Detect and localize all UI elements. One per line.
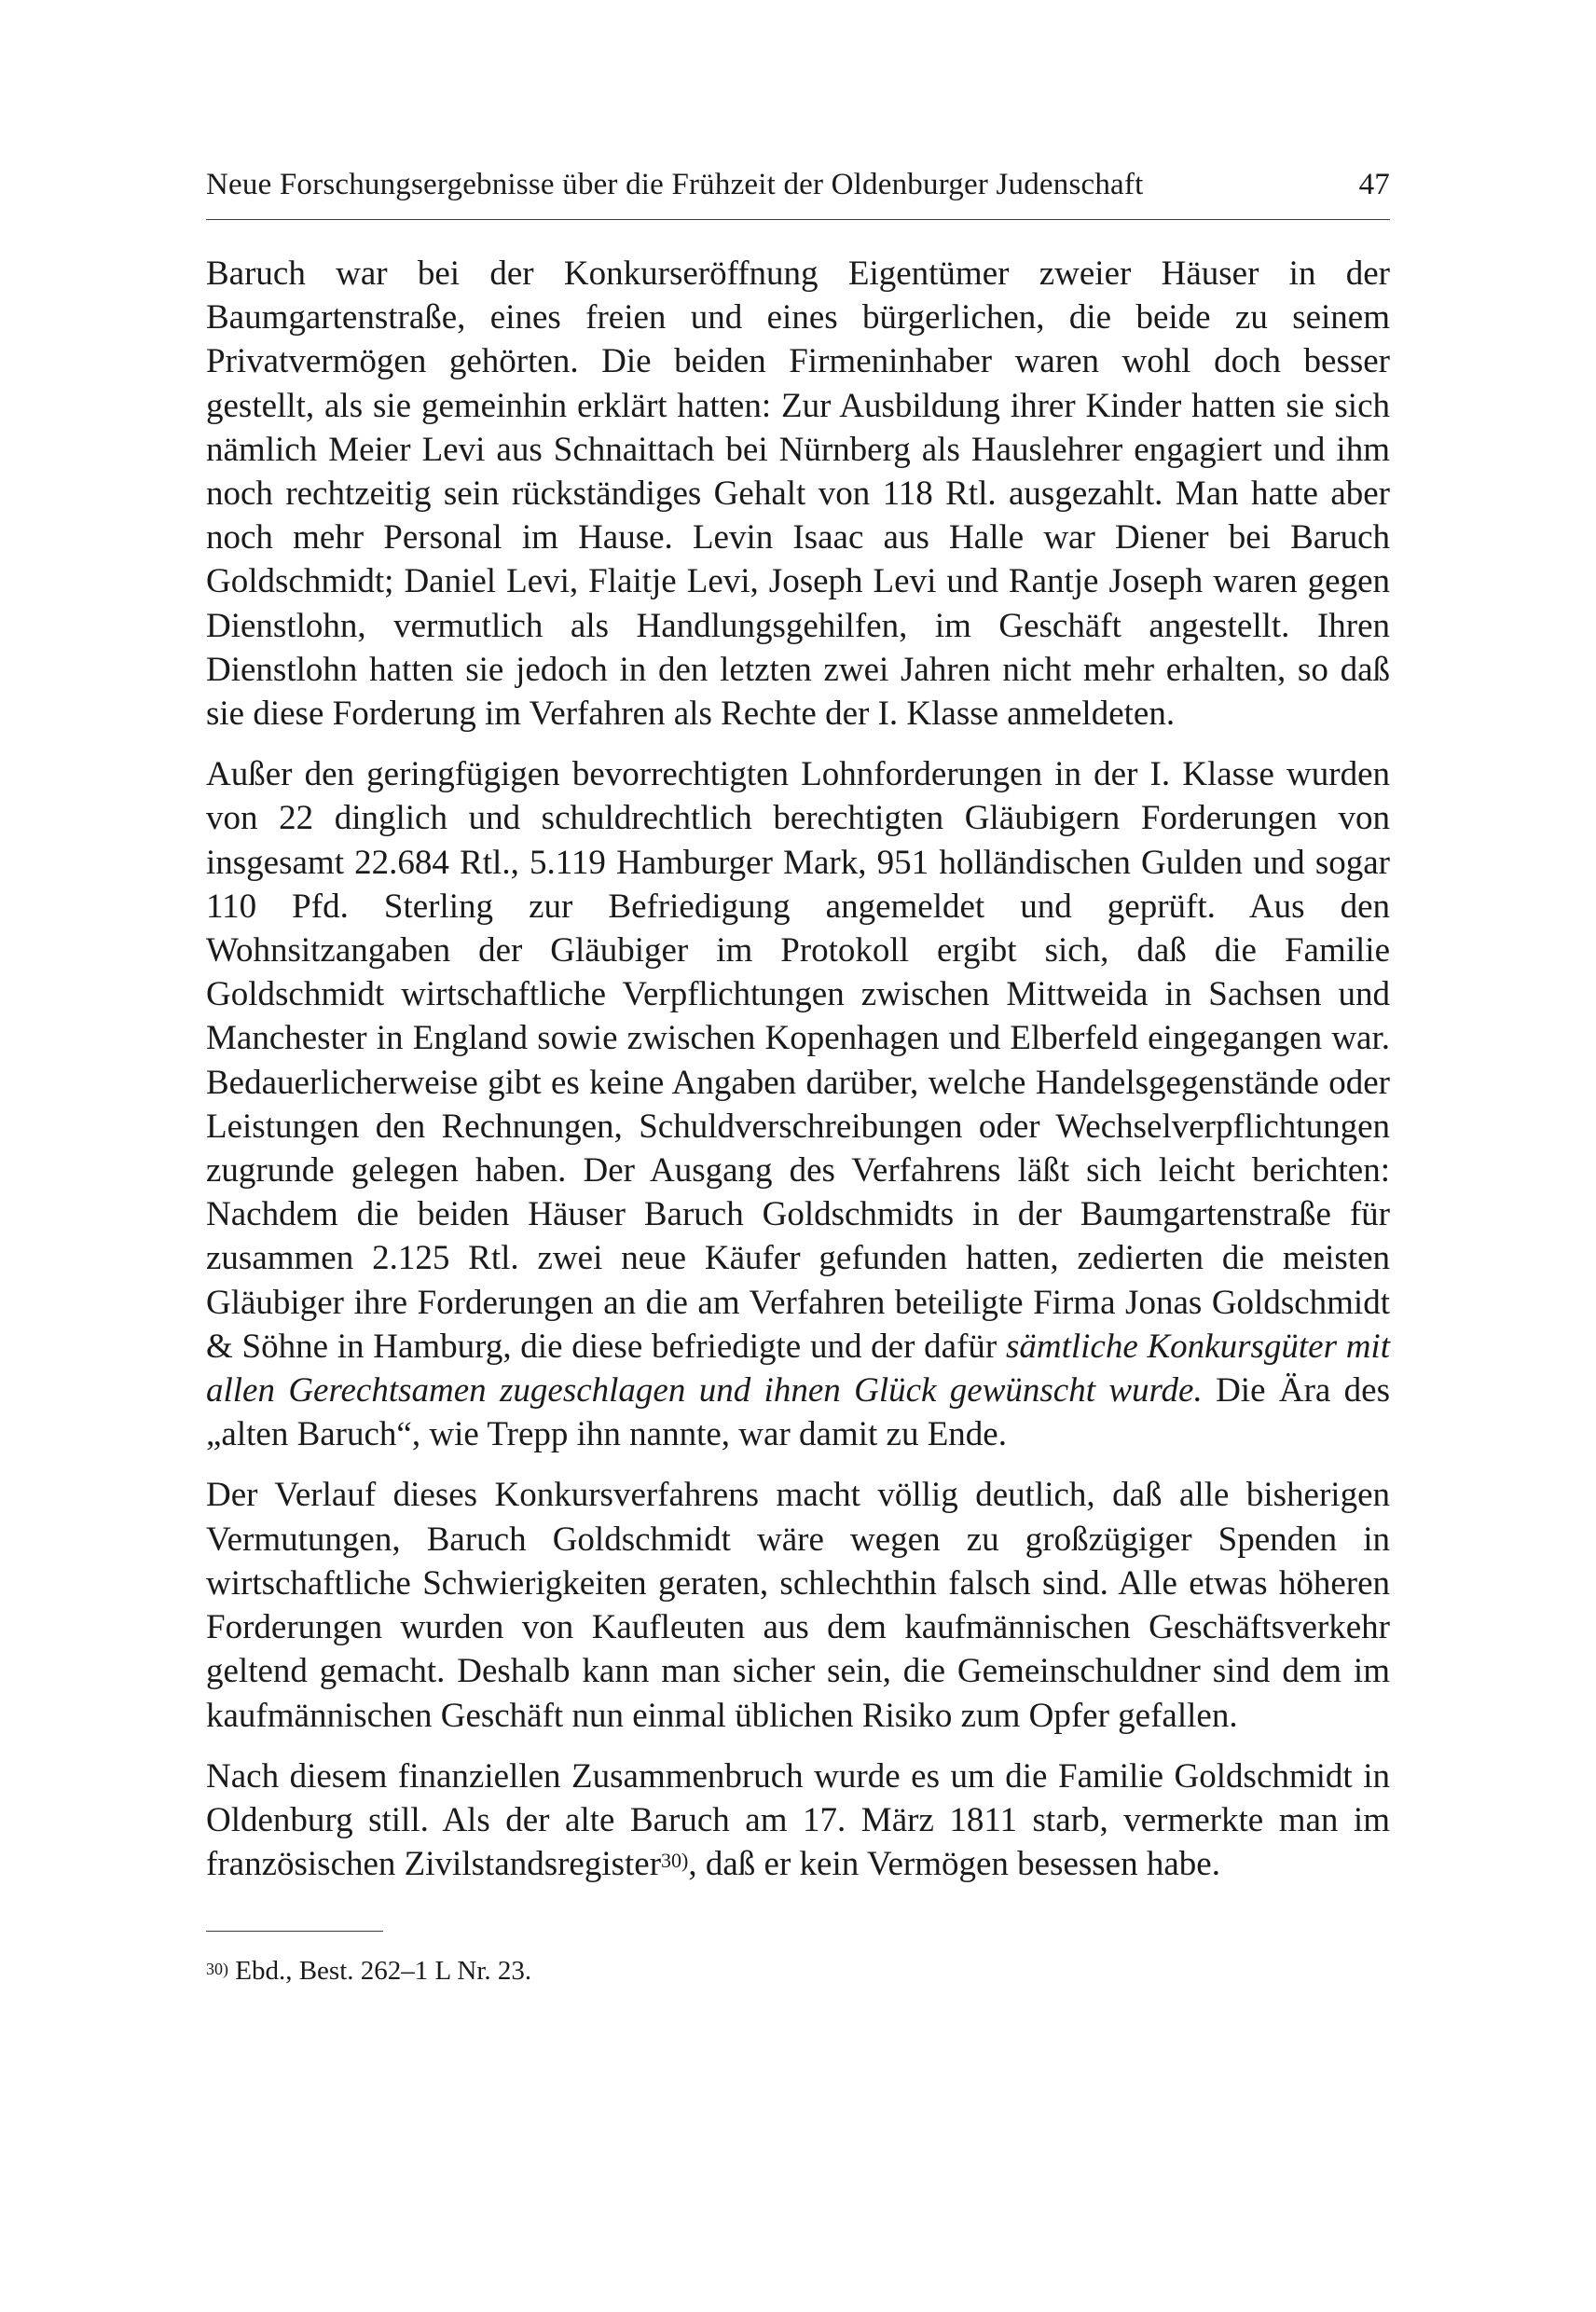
- paragraph-1: [206, 252, 1390, 736]
- paragraph-2-text-start: Außer den geringfügigen bevorrechtigten Lohnforderungen in der I. Klasse wurden von 22 dinglich und schuldrechtlich berechtigten Gläubigern Forderungen von insgesamt 22.684 Rtl., 5.119 Hamburger Mark, 951 holländischen Gulden und sogar 110 Pfd. Sterling zur Befriedigung angemeldet und geprüft. Aus den Wohnsitzangaben der Gläubiger im Protokoll ergibt sich, daß die Familie Goldschmidt wirtschaftliche Verpflichtungen zwischen Mittweida in Sachsen und Manchester in England sowie zwischen Kopenhagen und Elberfeld eingegangen war. Bedauerlicherweise gibt es keine Angaben darüber, welche Handelsgegenstände oder Leistungen den Rechnungen, Schuldverschreibungen oder Wechselverpflichtungen zugrunde gelegen haben. Der Ausgang des Verfahrens läßt sich leicht berichten: Nachdem die beiden Häuser Baruch Goldschmidts in der Baumgartenstraße für zusammen 2.125 Rtl. zwei neue Käufer gefunden hatten, zedierten die meisten Gläubiger ihre Forderungen an die am Verfahren beteiligte Firma Jonas Goldschmidt & Söhne in Hamburg, die diese befriedigte und der dafür: [206, 755, 1390, 1366]
- body-text: [206, 252, 1390, 1886]
- paragraph-3: [206, 1473, 1390, 1737]
- paragraph-4-text-end: , daß er kein Vermögen besessen habe.: [688, 1845, 1220, 1884]
- paragraph-2-quotation: sämtliche Konkursgüter mit allen Gerechtsamen zugeschlagen und ihnen Glück gewünscht wurde.: [206, 1327, 1390, 1411]
- page-number: 47: [1358, 168, 1390, 201]
- paragraph-3-text: Der Verlauf dieses Konkursverfahrens macht völlig deutlich, daß alle bisherigen Vermutungen, Baruch Goldschmidt wäre wegen zu großzügiger Spenden in wirtschaftliche Schwierigkeiten geraten, schlechthin falsch sind. Alle etwas höheren Forderungen wurden von Kaufleuten aus dem kaufmännischen Geschäftsverkehr geltend gemacht. Deshalb kann man sicher sein, die Gemeinschuldner sind dem im kaufmännischen Geschäft nun einmal üblichen Risiko zum Opfer gefallen.: [206, 1476, 1390, 1735]
- footnote: [206, 1954, 1390, 1988]
- paragraph-4-text-start: Nach diesem finanziellen Zusammenbruch wurde es um die Familie Goldschmidt in Oldenburg still. Als der alte Baruch am 17. März 1811 starb, vermerkte man im französischen Zivilstandsregister: [206, 1756, 1390, 1884]
- footnote-divider: [206, 1931, 383, 1932]
- footnote-text: Ebd., Best. 262–1 L Nr. 23.: [228, 1956, 532, 1987]
- footnote-mark: 30): [206, 1960, 228, 1979]
- paragraph-2-text-end: Die Ära des „alten Baruch“, wie Trepp ihn nannte, war damit zu Ende.: [206, 1371, 1390, 1454]
- footnote-reference[interactable]: 30): [661, 1849, 689, 1873]
- running-head-title: Neue Forschungsergebnisse über die Frühzeit der Oldenburger Judenschaft: [206, 168, 1144, 201]
- running-head: [206, 168, 1390, 220]
- paragraph-2: [206, 752, 1390, 1456]
- page: [206, 168, 1390, 1988]
- paragraph-4: [206, 1755, 1390, 1887]
- paragraph-1-text: Baruch war bei der Konkurseröffnung Eigentümer zweier Häuser in der Baumgartenstraße, eines freien und eines bürgerlichen, die beide zu seinem Privatvermögen gehörten. Die beiden Firmeninhaber waren wohl doch besser gestellt, als sie gemeinhin erklärt hatten: Zur Ausbildung ihrer Kinder hatten sie sich nämlich Meier Levi aus Schnaittach bei Nürnberg als Hauslehrer engagiert und ihm noch rechtzeitig sein rückständiges Gehalt von 118 Rtl. ausgezahlt. Man hatte aber noch mehr Personal im Hause. Levin Isaac aus Halle war Diener bei Baruch Goldschmidt; Daniel Levi, Flaitje Levi, Joseph Levi und Rantje Joseph waren gegen Dienstlohn, vermutlich als Handlungsgehilfen, im Geschäft angestellt. Ihren Dienstlohn hatten sie jedoch in den letzten zwei Jahren nicht mehr erhalten, so daß sie diese Forderung im Verfahren als Rechte der I. Klasse anmeldeten.: [206, 255, 1390, 734]
